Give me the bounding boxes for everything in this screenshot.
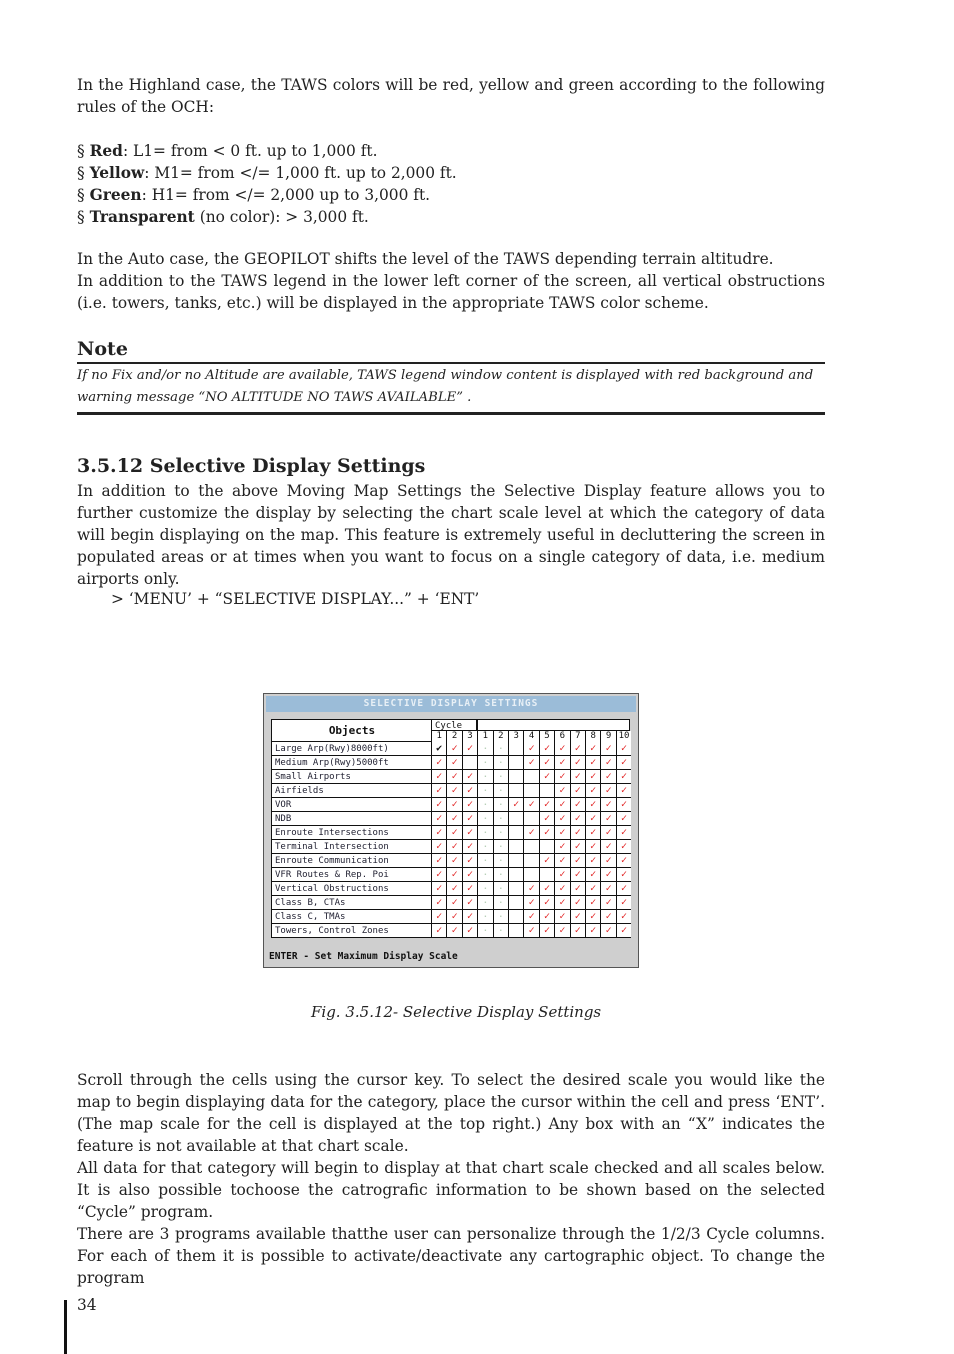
scale-cell[interactable]: ✓ bbox=[585, 910, 600, 924]
scale-cell[interactable]: ✓ bbox=[446, 854, 461, 868]
note-line-2: warning message “NO ALTITUDE NO TAWS AVAILABLE” . bbox=[77, 390, 472, 405]
scale-cell[interactable]: ✓ bbox=[462, 854, 477, 868]
object-label: Vertical Obstructions bbox=[271, 882, 431, 896]
auto-text: In the Auto case, the GEOPILOT shifts the level of the TAWS depending terrain altitudre. bbox=[77, 250, 774, 268]
auto-paragraph bbox=[77, 248, 825, 314]
scale-cell[interactable]: ✓ bbox=[570, 742, 585, 756]
rule-yellow: § Yellow: M1= from </= 1,000 ft. up to 2,000 ft. bbox=[77, 164, 457, 182]
note-top-rule bbox=[77, 362, 825, 364]
scale-cell[interactable] bbox=[508, 910, 523, 924]
scale-cell[interactable]: ✓ bbox=[585, 812, 600, 826]
scale-cell[interactable]: · bbox=[493, 784, 508, 798]
scale-cell[interactable]: ✓ bbox=[600, 742, 615, 756]
scale-cell[interactable]: ✓ bbox=[616, 756, 631, 770]
scale-cell[interactable]: ✓ bbox=[616, 770, 631, 784]
column-number: 2 bbox=[493, 731, 508, 742]
scale-cell[interactable]: ✓ bbox=[523, 798, 538, 812]
scale-cell[interactable]: ✓ bbox=[570, 812, 585, 826]
scale-cell[interactable]: ✓ bbox=[431, 910, 446, 924]
scale-cell[interactable]: · bbox=[477, 798, 492, 812]
settings-row bbox=[271, 784, 631, 798]
scale-cell[interactable]: ✓ bbox=[446, 798, 461, 812]
column-number: 2 bbox=[446, 731, 461, 742]
scale-cell[interactable]: ✓ bbox=[446, 910, 461, 924]
scale-cell[interactable]: ✓ bbox=[570, 784, 585, 798]
scale-cell[interactable]: ✓ bbox=[616, 854, 631, 868]
scale-cell[interactable]: · bbox=[477, 770, 492, 784]
scale-cell[interactable] bbox=[508, 868, 523, 882]
scale-cell[interactable]: ✓ bbox=[539, 812, 554, 826]
intro-paragraph bbox=[77, 74, 825, 118]
scale-cell[interactable]: ✓ bbox=[570, 910, 585, 924]
scale-cell[interactable]: ✓ bbox=[616, 742, 631, 756]
scale-cell[interactable]: ✓ bbox=[585, 840, 600, 854]
scale-cell[interactable] bbox=[523, 854, 538, 868]
screenshot-footer: ENTER - Set Maximum Display Scale bbox=[269, 951, 458, 962]
scale-cell[interactable]: ✓ bbox=[446, 868, 461, 882]
scale-cell[interactable]: · bbox=[493, 770, 508, 784]
scale-cell[interactable] bbox=[539, 840, 554, 854]
object-label: VFR Routes & Rep. Poi bbox=[271, 868, 431, 882]
scale-cell[interactable]: ✓ bbox=[600, 798, 615, 812]
object-label: Class B, CTAs bbox=[271, 896, 431, 910]
scale-cell[interactable]: ✓ bbox=[462, 784, 477, 798]
settings-row bbox=[271, 924, 631, 938]
scale-cell[interactable] bbox=[508, 854, 523, 868]
scale-cell[interactable]: ✓ bbox=[600, 812, 615, 826]
scale-cell[interactable]: ✓ bbox=[570, 826, 585, 840]
scale-cell[interactable]: ✓ bbox=[431, 868, 446, 882]
scale-cell[interactable] bbox=[508, 840, 523, 854]
scale-cell[interactable]: ✓ bbox=[585, 882, 600, 896]
scale-cell[interactable]: ✓ bbox=[539, 854, 554, 868]
scale-cell[interactable]: ✓ bbox=[462, 882, 477, 896]
scale-cell[interactable]: · bbox=[493, 896, 508, 910]
scale-cell[interactable]: ✓ bbox=[462, 868, 477, 882]
scale-cell[interactable]: ✓ bbox=[446, 924, 461, 938]
scale-cell[interactable]: · bbox=[477, 840, 492, 854]
scale-cell[interactable]: ✓ bbox=[600, 882, 615, 896]
scale-cell[interactable]: · bbox=[493, 798, 508, 812]
scale-cell[interactable]: ✓ bbox=[616, 840, 631, 854]
scale-cell[interactable]: ✓ bbox=[431, 840, 446, 854]
scale-cell[interactable]: · bbox=[477, 756, 492, 770]
object-label: VOR bbox=[271, 798, 431, 812]
scale-cell[interactable]: ✓ bbox=[431, 756, 446, 770]
scale-cell[interactable]: · bbox=[493, 882, 508, 896]
scale-cell[interactable]: ✓ bbox=[554, 882, 569, 896]
scale-cell[interactable]: ✓ bbox=[554, 756, 569, 770]
scale-cell[interactable]: ✓ bbox=[600, 756, 615, 770]
section-paragraph bbox=[77, 480, 825, 590]
settings-row bbox=[271, 826, 631, 840]
scale-cell[interactable]: ✓ bbox=[462, 798, 477, 812]
scale-cell[interactable]: · bbox=[493, 742, 508, 756]
scale-header bbox=[477, 719, 630, 731]
scale-cell[interactable]: · bbox=[493, 756, 508, 770]
scale-cell[interactable]: · bbox=[477, 924, 492, 938]
section-text: In addition to the above Moving Map Settings the Selective Display feature allows you to further customize the display by selecting the chart scale level at which the category of data will begin displaying on the map. This feature is extremely useful in decluttering the screen in populated areas or at times when you want to focus on a single category of data, i.e. medium airports only. bbox=[77, 482, 825, 588]
scale-cell[interactable]: ✓ bbox=[554, 896, 569, 910]
column-number: 3 bbox=[462, 731, 477, 742]
scale-cell[interactable]: ✓ bbox=[616, 882, 631, 896]
scale-cell[interactable]: · bbox=[477, 854, 492, 868]
scale-cell[interactable]: ✓ bbox=[600, 910, 615, 924]
scale-cell[interactable]: · bbox=[477, 826, 492, 840]
scale-cell[interactable]: ✓ bbox=[539, 896, 554, 910]
column-number: 9 bbox=[600, 731, 615, 742]
column-number: 8 bbox=[585, 731, 600, 742]
scale-cell[interactable]: ✓ bbox=[570, 770, 585, 784]
column-number: 1 bbox=[477, 731, 492, 742]
scale-cell[interactable]: · bbox=[477, 896, 492, 910]
scale-cell[interactable] bbox=[508, 742, 523, 756]
scale-cell[interactable]: ✓ bbox=[585, 798, 600, 812]
scale-cell[interactable] bbox=[523, 840, 538, 854]
scale-cell[interactable]: ✓ bbox=[554, 784, 569, 798]
scale-cell[interactable]: ✓ bbox=[539, 770, 554, 784]
screenshot-title: SELECTIVE DISPLAY SETTINGS bbox=[266, 696, 636, 712]
objects-header: Objects bbox=[271, 719, 433, 742]
scale-cell[interactable]: ✓ bbox=[523, 756, 538, 770]
scale-cell[interactable] bbox=[508, 896, 523, 910]
legend-text: In addition to the TAWS legend in the lower left corner of the screen, all vertical obstructions (i.e. towers, tanks, etc.) will be displayed in the appropriate TAWS color scheme. bbox=[77, 272, 825, 312]
scale-cell[interactable]: ✓ bbox=[539, 910, 554, 924]
object-label: Terminal Intersection bbox=[271, 840, 431, 854]
cycle-header: Cycle bbox=[431, 719, 477, 731]
scale-cell[interactable]: ✓ bbox=[600, 840, 615, 854]
object-label: Large Arp(Rwy)8000ft) bbox=[271, 742, 431, 756]
scale-cell[interactable]: ✓ bbox=[539, 882, 554, 896]
scale-cell[interactable]: ✓ bbox=[570, 798, 585, 812]
scale-cell[interactable]: ✓ bbox=[462, 910, 477, 924]
scale-cell[interactable]: ✓ bbox=[539, 798, 554, 812]
scale-cell[interactable]: ✓ bbox=[462, 826, 477, 840]
scale-cell[interactable] bbox=[508, 924, 523, 938]
scale-cell[interactable] bbox=[523, 868, 538, 882]
column-number: 3 bbox=[508, 731, 523, 742]
scale-cell[interactable]: ✓ bbox=[570, 882, 585, 896]
scale-cell[interactable]: ✓ bbox=[585, 896, 600, 910]
scale-cell[interactable]: ✓ bbox=[554, 770, 569, 784]
scale-cell[interactable]: ✓ bbox=[431, 882, 446, 896]
scale-cell[interactable]: ✓ bbox=[554, 854, 569, 868]
taws-rules-list bbox=[77, 140, 825, 228]
scale-cell[interactable]: ✓ bbox=[539, 742, 554, 756]
scale-cell[interactable]: · bbox=[493, 826, 508, 840]
scale-cell[interactable] bbox=[508, 770, 523, 784]
closing-paragraphs bbox=[77, 1069, 825, 1289]
scale-cell[interactable]: ✓ bbox=[508, 798, 523, 812]
scale-cell[interactable]: ✓ bbox=[585, 742, 600, 756]
scale-cell[interactable]: ✓ bbox=[585, 868, 600, 882]
scroll-text: Scroll through the cells using the cursor key. To select the desired scale you would like the map to begin displaying data for the category, place the cursor within the cell and press ‘ENT’. (The map scale for the cell is displayed at the top right.) Any box with an “X” indicates the feature is not available at that chart scale. bbox=[77, 1071, 825, 1155]
settings-row bbox=[271, 812, 631, 826]
column-number: 4 bbox=[523, 731, 538, 742]
menu-command: > ‘MENU’ + “SELECTIVE DISPLAY...” + ‘ENT’ bbox=[111, 590, 480, 608]
rule-green: § Green: H1= from </= 2,000 up to 3,000 ft. bbox=[77, 186, 431, 204]
scale-cell[interactable]: · bbox=[477, 784, 492, 798]
scale-cell[interactable]: ✓ bbox=[585, 756, 600, 770]
scale-cell[interactable]: ✓ bbox=[431, 924, 446, 938]
settings-row bbox=[271, 756, 631, 770]
scale-cell[interactable]: ✓ bbox=[431, 798, 446, 812]
settings-row bbox=[271, 798, 631, 812]
scale-cell[interactable]: ✓ bbox=[446, 770, 461, 784]
scale-cell[interactable]: ✓ bbox=[523, 882, 538, 896]
scale-cell[interactable]: ✓ bbox=[585, 826, 600, 840]
scale-cell[interactable]: ✓ bbox=[446, 826, 461, 840]
scale-cell[interactable]: ✓ bbox=[585, 854, 600, 868]
scale-cell[interactable]: ✓ bbox=[431, 896, 446, 910]
scale-cell[interactable]: ✓ bbox=[462, 742, 477, 756]
scale-cell[interactable]: ✔ bbox=[431, 742, 446, 756]
scale-cell[interactable]: ✓ bbox=[446, 756, 461, 770]
scale-cell[interactable]: ✓ bbox=[600, 896, 615, 910]
scale-cell[interactable]: ✓ bbox=[462, 924, 477, 938]
scale-cell[interactable] bbox=[539, 784, 554, 798]
figure-caption: Fig. 3.5.12- Selective Display Settings bbox=[311, 1003, 602, 1021]
scale-cell[interactable]: · bbox=[477, 868, 492, 882]
scale-cell[interactable]: ✓ bbox=[446, 812, 461, 826]
scale-cell[interactable]: ✓ bbox=[554, 910, 569, 924]
scale-cell[interactable]: · bbox=[477, 910, 492, 924]
scale-cell[interactable]: ✓ bbox=[539, 826, 554, 840]
scale-cell[interactable]: ✓ bbox=[616, 868, 631, 882]
scale-cell[interactable]: ✓ bbox=[523, 910, 538, 924]
scale-cell[interactable]: ✓ bbox=[554, 924, 569, 938]
rule-transparent: § Transparent (no color): > 3,000 ft. bbox=[77, 208, 369, 226]
object-label: Enroute Intersections bbox=[271, 826, 431, 840]
scale-cell[interactable]: ✓ bbox=[554, 826, 569, 840]
scale-cell[interactable]: ✓ bbox=[462, 840, 477, 854]
scale-cell[interactable]: ✓ bbox=[600, 854, 615, 868]
note-text bbox=[77, 365, 825, 409]
scale-cell[interactable]: ✓ bbox=[570, 896, 585, 910]
scale-cell[interactable]: ✓ bbox=[570, 854, 585, 868]
scale-cell[interactable] bbox=[523, 770, 538, 784]
scale-cell[interactable]: ✓ bbox=[616, 896, 631, 910]
scale-cell[interactable]: · bbox=[477, 812, 492, 826]
scale-cell[interactable]: ✓ bbox=[523, 826, 538, 840]
scale-cell[interactable]: ✓ bbox=[431, 812, 446, 826]
scale-cell[interactable] bbox=[508, 756, 523, 770]
scale-cell[interactable]: ✓ bbox=[462, 812, 477, 826]
scale-cell[interactable]: ✓ bbox=[431, 770, 446, 784]
scale-cell[interactable]: ✓ bbox=[446, 882, 461, 896]
scale-cell[interactable]: ✓ bbox=[570, 840, 585, 854]
scale-cell[interactable]: ✓ bbox=[616, 910, 631, 924]
scale-cell[interactable]: · bbox=[493, 854, 508, 868]
scale-cell[interactable]: ✓ bbox=[539, 924, 554, 938]
column-number: 10 bbox=[616, 731, 631, 742]
scale-cell[interactable]: ✓ bbox=[616, 784, 631, 798]
settings-row bbox=[271, 742, 631, 756]
scale-cell[interactable]: · bbox=[493, 868, 508, 882]
scale-cell[interactable]: ✓ bbox=[616, 798, 631, 812]
scale-cell[interactable]: ✓ bbox=[600, 826, 615, 840]
scale-cell[interactable]: ✓ bbox=[600, 868, 615, 882]
scale-cell[interactable]: ✓ bbox=[554, 742, 569, 756]
scale-cell[interactable]: ✓ bbox=[600, 784, 615, 798]
object-label: Medium Arp(Rwy)5000ft bbox=[271, 756, 431, 770]
scale-cell[interactable] bbox=[539, 868, 554, 882]
scale-cell[interactable] bbox=[508, 784, 523, 798]
scale-cell[interactable] bbox=[523, 784, 538, 798]
scale-cell[interactable]: ✓ bbox=[462, 896, 477, 910]
column-number: 7 bbox=[570, 731, 585, 742]
settings-row bbox=[271, 896, 631, 910]
programs-text: There are 3 programs available thatthe user can personalize through the 1/2/3 Cycle columns. For each of them it is possible to activate/deactivate any cartographic object. To change the program bbox=[77, 1225, 825, 1287]
settings-row bbox=[271, 854, 631, 868]
scale-cell[interactable]: ✓ bbox=[462, 770, 477, 784]
scale-cell[interactable]: ✓ bbox=[554, 840, 569, 854]
scale-cell[interactable]: ✓ bbox=[431, 826, 446, 840]
scale-cell[interactable]: ✓ bbox=[431, 854, 446, 868]
scale-cell[interactable]: ✓ bbox=[554, 798, 569, 812]
scale-cell[interactable]: ✓ bbox=[554, 812, 569, 826]
scale-cell[interactable]: ✓ bbox=[570, 924, 585, 938]
scale-cell[interactable]: · bbox=[477, 742, 492, 756]
scale-cell[interactable]: · bbox=[493, 910, 508, 924]
scale-cell[interactable]: ✓ bbox=[585, 770, 600, 784]
scale-cell[interactable]: ✓ bbox=[523, 896, 538, 910]
scale-cell[interactable]: ✓ bbox=[523, 742, 538, 756]
scale-cell[interactable]: ✓ bbox=[539, 756, 554, 770]
scale-cell[interactable]: ✓ bbox=[446, 896, 461, 910]
object-label: Enroute Communication bbox=[271, 854, 431, 868]
scale-cell[interactable]: ✓ bbox=[523, 924, 538, 938]
scale-cell[interactable] bbox=[462, 756, 477, 770]
settings-row bbox=[271, 882, 631, 896]
scale-cell[interactable]: ✓ bbox=[554, 868, 569, 882]
note-heading: Note bbox=[77, 338, 128, 360]
scale-cell[interactable]: ✓ bbox=[600, 770, 615, 784]
scale-cell[interactable]: ✓ bbox=[570, 756, 585, 770]
scale-cell[interactable]: ✓ bbox=[616, 812, 631, 826]
column-number: 6 bbox=[554, 731, 569, 742]
category-text: All data for that category will begin to display at that chart scale checked and all scales below. It is also possible tochoose the catrografic information to be shown based on the selected “Cycle” program. bbox=[77, 1159, 825, 1221]
scale-cell[interactable]: ✓ bbox=[446, 742, 461, 756]
scale-cell[interactable] bbox=[508, 826, 523, 840]
object-label: Class C, TMAs bbox=[271, 910, 431, 924]
scale-cell[interactable]: ✓ bbox=[431, 784, 446, 798]
settings-row bbox=[271, 770, 631, 784]
scale-cell[interactable] bbox=[508, 882, 523, 896]
scale-cell[interactable]: · bbox=[477, 882, 492, 896]
object-label: NDB bbox=[271, 812, 431, 826]
object-label: Small Airports bbox=[271, 770, 431, 784]
object-label: Towers, Control Zones bbox=[271, 924, 431, 938]
scale-cell[interactable]: ✓ bbox=[570, 868, 585, 882]
note-bottom-rule bbox=[77, 412, 825, 415]
scale-cell[interactable]: · bbox=[493, 812, 508, 826]
scale-cell[interactable]: ✓ bbox=[600, 924, 615, 938]
scale-cell[interactable]: ✓ bbox=[585, 924, 600, 938]
note-line-1: If no Fix and/or no Altitude are available, TAWS legend window content is displayed with red background and bbox=[77, 368, 814, 383]
object-label: Airfields bbox=[271, 784, 431, 798]
page-number: 34 bbox=[77, 1296, 97, 1314]
rule-red: § Red: L1= from < 0 ft. up to 1,000 ft. bbox=[77, 142, 378, 160]
scale-cell[interactable]: ✓ bbox=[446, 784, 461, 798]
scale-cell[interactable]: ✓ bbox=[585, 784, 600, 798]
settings-row bbox=[271, 910, 631, 924]
settings-row bbox=[271, 840, 631, 854]
scale-cell[interactable] bbox=[508, 812, 523, 826]
scale-cell[interactable]: ✓ bbox=[446, 840, 461, 854]
scale-cell[interactable]: ✓ bbox=[616, 924, 631, 938]
scale-cell[interactable]: · bbox=[493, 924, 508, 938]
column-number: 5 bbox=[539, 731, 554, 742]
scale-cell[interactable]: · bbox=[493, 840, 508, 854]
page-edge-marker bbox=[64, 1300, 67, 1354]
highland-text: In the Highland case, the TAWS colors will be red, yellow and green according to the following rules of the OCH: bbox=[77, 76, 825, 116]
column-number: 1 bbox=[431, 731, 446, 742]
settings-row bbox=[271, 868, 631, 882]
scale-cell[interactable]: ✓ bbox=[616, 826, 631, 840]
selective-display-screenshot bbox=[263, 693, 639, 968]
scale-cell[interactable] bbox=[523, 812, 538, 826]
section-heading: 3.5.12 Selective Display Settings bbox=[77, 455, 426, 477]
